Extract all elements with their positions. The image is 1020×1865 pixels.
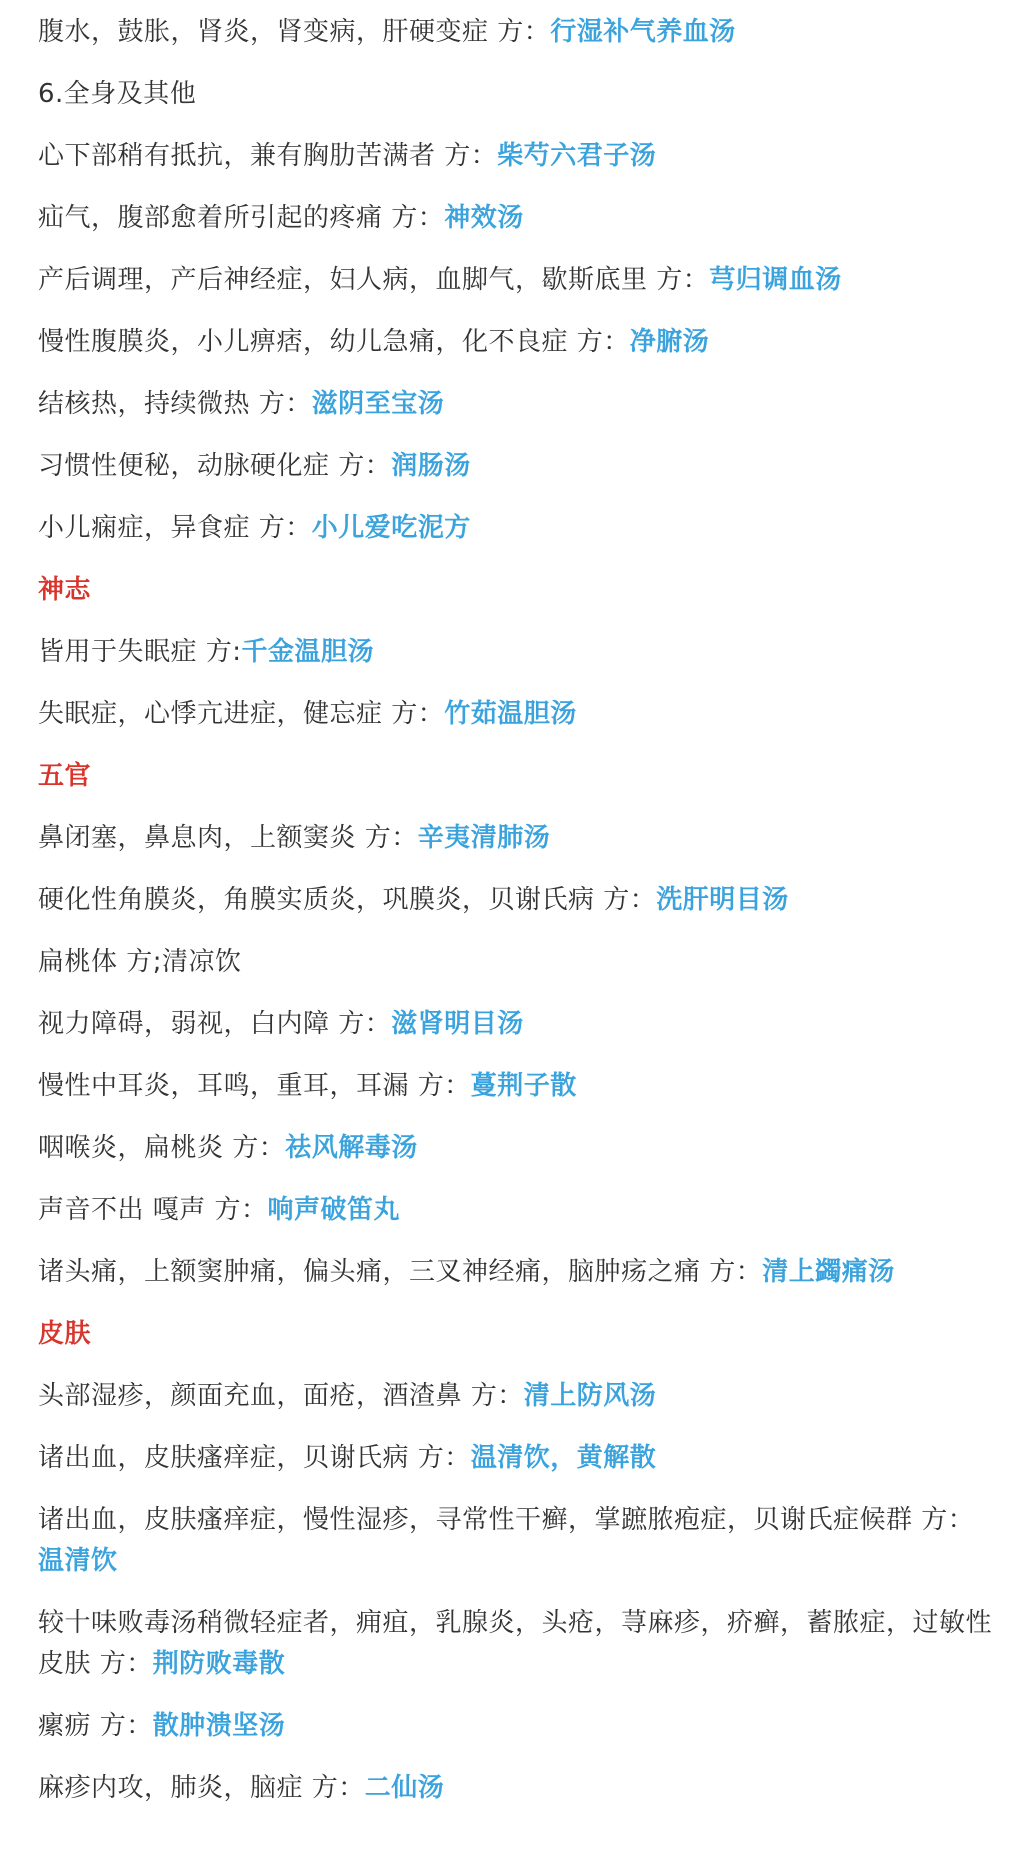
symptom-text: 诸头痛，上额窦肿痛，偏头痛，三叉神经痛，脑肿疡之痛 方： xyxy=(38,1257,763,1287)
formula-link[interactable]: 小儿爱吃泥方 xyxy=(311,513,471,543)
list-item xyxy=(38,942,992,983)
formula-link[interactable]: 温清饮 xyxy=(38,1546,118,1576)
formula-link[interactable]: 荆防败毒散 xyxy=(152,1649,286,1679)
list-item xyxy=(38,818,992,859)
symptom-text: 视力障碍，弱视，白内障 方： xyxy=(38,1009,392,1039)
symptom-text: 诸出血，皮肤瘙痒症，慢性湿疹，寻常性干癣，掌蹠脓疱症，贝谢氏症候群 方： xyxy=(38,1505,975,1535)
formula-link[interactable]: 洗肝明目汤 xyxy=(656,885,789,915)
formula-link[interactable]: 净腑汤 xyxy=(629,327,710,357)
symptom-text: 产后调理，产后神经症，妇人病，血脚气，歇斯底里 方： xyxy=(38,265,710,295)
formula-link[interactable]: 神效汤 xyxy=(444,203,524,233)
list-item xyxy=(38,1004,992,1045)
formula-link[interactable]: 清上蠲痛汤 xyxy=(762,1257,895,1287)
formula-link[interactable]: 竹茹温胆汤 xyxy=(444,699,577,729)
symptom-text: 结核热，持续微热 方： xyxy=(38,389,312,419)
list-item xyxy=(38,322,992,363)
formula-link[interactable]: 蔓荆子散 xyxy=(470,1071,577,1101)
list-item xyxy=(38,446,992,487)
symptom-text: 瘰疬 方： xyxy=(38,1711,153,1741)
formula-link[interactable]: 行湿补气养血汤 xyxy=(550,17,736,47)
symptom-text: 慢性中耳炎，耳鸣，重耳，耳漏 方： xyxy=(38,1071,471,1101)
symptom-text: 小儿痫症，异食症 方： xyxy=(38,513,312,543)
symptom-text: 声音不出 嘎声 方： xyxy=(38,1195,268,1225)
formula-link[interactable]: 辛夷清肺汤 xyxy=(417,823,551,853)
section-title: 五官 xyxy=(38,761,92,791)
formula-link[interactable]: 响声破笛丸 xyxy=(267,1195,401,1225)
list-item xyxy=(38,136,992,177)
formula-link[interactable]: 滋肾明目汤 xyxy=(391,1009,524,1039)
list-item xyxy=(38,198,992,239)
formula-link[interactable]: 柴芍六君子汤 xyxy=(497,141,657,171)
formula-link[interactable]: 芎归调血汤 xyxy=(709,265,842,295)
symptom-text: 疝气，腹部愈着所引起的疼痛 方： xyxy=(38,203,445,233)
list-item xyxy=(38,1128,992,1169)
list-item xyxy=(38,1252,992,1293)
section-heading-wuguan xyxy=(38,756,992,797)
list-item xyxy=(38,1500,992,1582)
formula-link[interactable]: 千金温胆汤 xyxy=(241,637,375,667)
symptom-text: 习惯性便秘，动脉硬化症 方： xyxy=(38,451,392,481)
formula-link[interactable]: 温清饮，黄解散 xyxy=(470,1443,657,1473)
list-item xyxy=(38,260,992,301)
formula-link[interactable]: 散肿溃坚汤 xyxy=(152,1711,286,1741)
formula-link[interactable]: 润肠汤 xyxy=(391,451,471,481)
symptom-text: 较十味败毒汤稍微轻症者，痈疽，乳腺炎，头疮，荨麻疹，疥癣，蓄脓症，过敏性皮肤 方： xyxy=(38,1608,993,1679)
symptom-text: 扁桃体 方;清凉饮 xyxy=(38,947,242,977)
list-item xyxy=(38,1190,992,1231)
section-title: 皮肤 xyxy=(38,1319,92,1349)
symptom-text: 心下部稍有抵抗，兼有胸肋苦满者 方： xyxy=(38,141,498,171)
formula-link[interactable]: 滋阴至宝汤 xyxy=(311,389,445,419)
list-item xyxy=(38,1603,992,1685)
list-item xyxy=(38,508,992,549)
list-item xyxy=(38,384,992,425)
section-heading-pifu xyxy=(38,1314,992,1355)
list-item xyxy=(38,880,992,921)
formula-link[interactable]: 二仙汤 xyxy=(364,1773,445,1803)
symptom-text: 慢性腹膜炎，小儿痹痞，幼儿急痛，化不良症 方： xyxy=(38,327,630,357)
list-item xyxy=(38,1706,992,1747)
subsection-heading xyxy=(38,74,992,115)
symptom-text: 失眠症，心悸亢进症，健忘症 方： xyxy=(38,699,445,729)
list-item xyxy=(38,1066,992,1107)
symptom-text: 诸出血，皮肤瘙痒症，贝谢氏病 方： xyxy=(38,1443,471,1473)
list-item xyxy=(38,1376,992,1417)
symptom-text: 咽喉炎，扁桃炎 方： xyxy=(38,1133,286,1163)
symptom-text: 鼻闭塞，鼻息肉，上额窦炎 方： xyxy=(38,823,418,853)
section-title: 神志 xyxy=(38,575,92,605)
symptom-text: 硬化性角膜炎，角膜实质炎，巩膜炎，贝谢氏病 方： xyxy=(38,885,657,915)
symptom-text: 麻疹内攻，肺炎，脑症 方： xyxy=(38,1773,365,1803)
section-heading-shenzhi xyxy=(38,570,992,611)
list-item xyxy=(38,694,992,735)
formula-link[interactable]: 祛风解毒汤 xyxy=(285,1133,418,1163)
list-item xyxy=(38,1768,992,1809)
symptom-text: 头部湿疹，颜面充血，面疮，酒渣鼻 方： xyxy=(38,1381,524,1411)
subsection-title: 6.全身及其他 xyxy=(38,79,197,109)
formula-link[interactable]: 清上防风汤 xyxy=(523,1381,657,1411)
list-item xyxy=(38,12,992,53)
symptom-text: 皆用于失眠症 方: xyxy=(38,637,242,667)
list-item xyxy=(38,632,992,673)
list-item xyxy=(38,1438,992,1479)
symptom-text: 腹水，鼓胀，肾炎，肾变病，肝硬变症 方： xyxy=(38,17,551,47)
